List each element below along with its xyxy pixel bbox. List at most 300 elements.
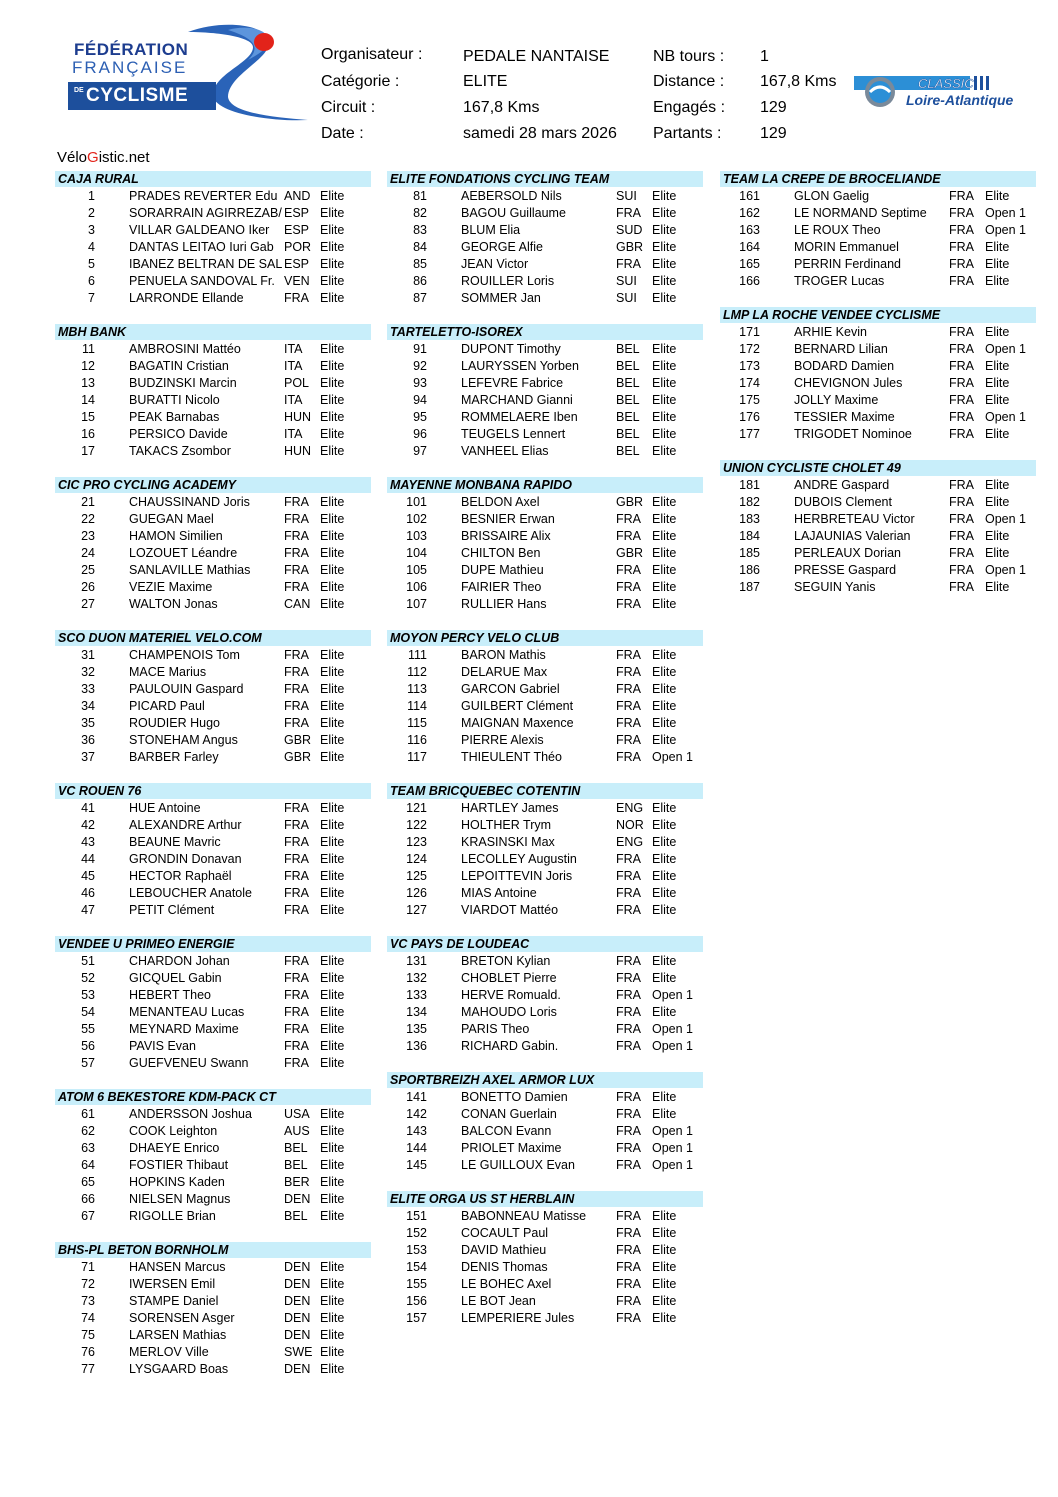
rider-row (55, 681, 371, 698)
rider-number: 184 (739, 529, 760, 543)
rider-name: PRIOLET Maxime (461, 1141, 562, 1155)
rider-category: Elite (320, 546, 345, 560)
rider-category: Elite (320, 750, 345, 764)
rider-row (387, 341, 703, 358)
rider-name: RULLIER Hans (461, 597, 547, 611)
rider-nationality: BEL (284, 1141, 308, 1155)
rider-category: Elite (652, 903, 677, 917)
rider-nationality: FRA (616, 733, 641, 747)
rider-nationality: BEL (616, 444, 640, 458)
rider-number: 65 (81, 1175, 95, 1189)
rider-number: 54 (81, 1005, 95, 1019)
rider-category: Elite (320, 1158, 345, 1172)
rider-row (55, 1259, 371, 1276)
rider-category: Elite (320, 189, 345, 203)
rider-number: 62 (81, 1124, 95, 1138)
rider-number: 114 (407, 699, 427, 713)
rider-row (387, 1089, 703, 1106)
rider-category: Elite (652, 1243, 677, 1257)
rider-nationality: BEL (616, 393, 640, 407)
rider-nationality: ITA (284, 427, 303, 441)
rider-category: Elite (652, 971, 677, 985)
rider-nationality: FRA (949, 478, 974, 492)
info-label-circuit: Circuit : (321, 99, 376, 116)
team-header: MAYENNE MONBANA RAPIDO (387, 477, 703, 493)
rider-name: SOMMER Jan (461, 291, 541, 305)
rider-category: Open 1 (652, 1158, 694, 1172)
rider-name: MACE Marius (129, 665, 207, 679)
rider-row (55, 392, 371, 409)
rider-number: 95 (413, 410, 427, 424)
rider-row (55, 1327, 371, 1344)
rider-category: Elite (320, 376, 345, 390)
rider-number: 165 (739, 257, 760, 271)
rider-number: 23 (81, 529, 95, 543)
rider-name: PIERRE Alexis (461, 733, 544, 747)
rider-number: 133 (406, 988, 427, 1002)
rider-nationality: DEN (284, 1311, 311, 1325)
rider-row (55, 1106, 371, 1123)
rider-number: 76 (81, 1345, 95, 1359)
rider-category: Elite (320, 886, 345, 900)
rider-name: GRONDIN Donavan (129, 852, 242, 866)
rider-nationality: FRA (616, 682, 641, 696)
rider-nationality: GBR (284, 750, 312, 764)
rider-nationality: CAN (284, 597, 311, 611)
rider-nationality: SUI (616, 291, 637, 305)
rider-row (387, 562, 703, 579)
rider-name: STONEHAM Angus (129, 733, 238, 747)
rider-nationality: FRA (949, 325, 974, 339)
rider-row (387, 1242, 703, 1259)
rider-number: 66 (81, 1192, 95, 1206)
rider-category: Elite (320, 648, 345, 662)
rider-category: Elite (652, 240, 677, 254)
rider-name: CHARDON Johan (129, 954, 230, 968)
rider-number: 6 (88, 274, 95, 288)
rider-nationality: FRA (284, 648, 309, 662)
rider-row (55, 562, 371, 579)
rider-name: LYSGAARD Boas (129, 1362, 229, 1376)
rider-category: Elite (320, 1141, 345, 1155)
rider-name: AMBROSINI Mattéo (129, 342, 241, 356)
rider-name: BURATTI Nicolo (129, 393, 220, 407)
rider-row (55, 1123, 371, 1140)
rider-row (387, 290, 703, 307)
rider-row (55, 749, 371, 766)
rider-category: Elite (320, 410, 345, 424)
rider-nationality: FRA (949, 512, 974, 526)
rider-row (387, 273, 703, 290)
rider-row (387, 1004, 703, 1021)
rider-number: 185 (739, 546, 760, 560)
rider-number: 125 (406, 869, 427, 883)
rider-category: Elite (320, 1107, 345, 1121)
rider-row (720, 222, 1036, 239)
rider-name: BABONNEAU Matisse (461, 1209, 587, 1223)
rider-nationality: FRA (284, 852, 309, 866)
rider-row (720, 579, 1036, 596)
rider-row (387, 698, 703, 715)
rider-nationality: FRA (616, 886, 641, 900)
rider-nationality: FRA (284, 988, 309, 1002)
rider-category: Elite (652, 682, 677, 696)
rider-nationality: FRA (616, 257, 641, 271)
rider-row (55, 596, 371, 613)
rider-category: Open 1 (985, 410, 1027, 424)
rider-name: DAVID Mathieu (461, 1243, 547, 1257)
rider-number: 151 (406, 1209, 427, 1223)
rider-row (55, 1055, 371, 1072)
rider-category: Elite (320, 1260, 345, 1274)
rider-nationality: FRA (616, 1090, 641, 1104)
rider-number: 117 (407, 750, 427, 764)
rider-category: Elite (652, 597, 677, 611)
rider-name: RICHARD Gabin. (461, 1039, 559, 1053)
team-header: CIC PRO CYCLING ACADEMY (55, 477, 371, 493)
rider-number: 156 (406, 1294, 427, 1308)
rider-number: 183 (739, 512, 760, 526)
info-label-distance: Distance : (653, 73, 725, 90)
rider-category: Elite (320, 1294, 345, 1308)
rider-nationality: DEN (284, 1260, 311, 1274)
rider-nationality: FRA (284, 580, 309, 594)
rider-row (55, 817, 371, 834)
rider-nationality: FRA (616, 206, 641, 220)
team-header: VENDEE U PRIMEO ENERGIE (55, 936, 371, 952)
rider-category: Elite (320, 580, 345, 594)
rider-number: 45 (81, 869, 95, 883)
rider-number: 81 (413, 189, 427, 203)
classic-logo-line1: CLASSIC (918, 76, 974, 91)
rider-row (55, 698, 371, 715)
rider-category: Elite (320, 1311, 345, 1325)
rider-category: Elite (652, 359, 677, 373)
rider-name: MENANTEAU Lucas (129, 1005, 245, 1019)
rider-row (387, 256, 703, 273)
rider-row (55, 902, 371, 919)
rider-nationality: FRA (949, 580, 974, 594)
rider-name: LECOLLEY Augustin (461, 852, 577, 866)
rider-name: BONETTO Damien (461, 1090, 568, 1104)
rider-nationality: BEL (284, 1209, 308, 1223)
team-header: ATOM 6 BEKESTORE KDM-PACK CT (55, 1089, 371, 1105)
rider-row (387, 1225, 703, 1242)
rider-number: 63 (81, 1141, 95, 1155)
rider-category: Elite (652, 648, 677, 662)
rider-name: BELDON Axel (461, 495, 540, 509)
rider-category: Elite (985, 240, 1010, 254)
rider-row (55, 273, 371, 290)
rider-category: Elite (985, 427, 1010, 441)
rider-number: 53 (81, 988, 95, 1002)
rider-number: 153 (406, 1243, 427, 1257)
rider-number: 104 (406, 546, 427, 560)
rider-name: LEFEVRE Fabrice (461, 376, 564, 390)
rider-nationality: VEN (284, 274, 310, 288)
rider-category: Elite (320, 495, 345, 509)
rider-nationality: FRA (284, 291, 309, 305)
rider-row (55, 375, 371, 392)
rider-number: 123 (406, 835, 427, 849)
rider-number: 71 (81, 1260, 95, 1274)
rider-nationality: FRA (284, 495, 309, 509)
rider-nationality: AND (284, 189, 311, 203)
rider-category: Elite (652, 580, 677, 594)
rider-row (387, 885, 703, 902)
rider-name: BRETON Kylian (461, 954, 551, 968)
rider-row (55, 239, 371, 256)
rider-name: DUPONT Timothy (461, 342, 561, 356)
rider-row (387, 1157, 703, 1174)
rider-number: 186 (739, 563, 760, 577)
classic-loire-atlantique-logo (848, 72, 1028, 112)
rider-name: RIGOLLE Brian (129, 1209, 216, 1223)
rider-name: MAHOUDO Loris (461, 1005, 557, 1019)
rider-category: Elite (652, 512, 677, 526)
rider-nationality: FRA (949, 410, 974, 424)
rider-category: Elite (320, 1192, 345, 1206)
rider-number: 26 (81, 580, 95, 594)
rider-row (55, 987, 371, 1004)
rider-number: 106 (406, 580, 427, 594)
rider-nationality: FRA (616, 1005, 641, 1019)
rider-row (720, 273, 1036, 290)
rider-number: 162 (739, 206, 760, 220)
rider-category: Elite (652, 529, 677, 543)
rider-category: Elite (652, 223, 677, 237)
rider-row (55, 341, 371, 358)
rider-category: Elite (320, 801, 345, 815)
rider-category: Elite (652, 189, 677, 203)
rider-name: ALEXANDRE Arthur (129, 818, 242, 832)
rider-name: LAJAUNIAS Valerian (794, 529, 911, 543)
rider-nationality: FRA (949, 359, 974, 373)
rider-name: DELARUE Max (461, 665, 548, 679)
rider-name: TROGER Lucas (794, 274, 885, 288)
rider-nationality: FRA (284, 529, 309, 543)
rider-category: Elite (652, 852, 677, 866)
rider-name: SORARRAIN AGIRREZAB/ (129, 206, 282, 220)
site-name-highlight: G (87, 149, 99, 166)
rider-row (387, 732, 703, 749)
rider-category: Elite (652, 801, 677, 815)
rider-name: PRESSE Gaspard (794, 563, 897, 577)
rider-name: LEMPERIERE Jules (461, 1311, 575, 1325)
rider-row (55, 732, 371, 749)
rider-name: HOPKINS Kaden (129, 1175, 225, 1189)
rider-name: GICQUEL Gabin (129, 971, 222, 985)
rider-row (387, 409, 703, 426)
rider-nationality: FRA (616, 1124, 641, 1138)
rider-number: 64 (81, 1158, 95, 1172)
rider-category: Elite (652, 1005, 677, 1019)
rider-name: HUE Antoine (129, 801, 201, 815)
info-label-partants: Partants : (653, 125, 722, 142)
team-header: UNION CYCLISTE CHOLET 49 (720, 460, 1036, 476)
classic-logo-line2: Loire-Atlantique (906, 92, 1014, 108)
rider-name: HECTOR Raphaël (129, 869, 232, 883)
rider-name: ARHIE Kevin (794, 325, 867, 339)
rider-name: LE NORMAND Septime (794, 206, 927, 220)
rider-number: 134 (406, 1005, 427, 1019)
rider-name: AEBERSOLD Nils (461, 189, 562, 203)
rider-row (720, 409, 1036, 426)
rider-category: Elite (320, 427, 345, 441)
rider-name: TEUGELS Lennert (461, 427, 566, 441)
rider-row (55, 205, 371, 222)
rider-row (720, 239, 1036, 256)
rider-number: 33 (81, 682, 95, 696)
rider-name: GUEGAN Mael (129, 512, 214, 526)
rider-nationality: FRA (616, 1141, 641, 1155)
rider-category: Elite (652, 410, 677, 424)
rider-number: 52 (81, 971, 95, 985)
rider-name: BARBER Farley (129, 750, 219, 764)
rider-nationality: FRA (616, 1311, 641, 1325)
rider-name: BEAUNE Mavric (129, 835, 221, 849)
rider-nationality: BEL (616, 342, 640, 356)
rider-nationality: FRA (616, 563, 641, 577)
rider-nationality: FRA (616, 1039, 641, 1053)
rider-name: COOK Leighton (129, 1124, 218, 1138)
rider-row (55, 1191, 371, 1208)
rider-name: BLUM Elia (461, 223, 521, 237)
rider-nationality: HUN (284, 444, 312, 458)
rider-row (720, 562, 1036, 579)
rider-number: 102 (406, 512, 427, 526)
rider-nationality: ESP (284, 257, 310, 271)
rider-category: Elite (985, 376, 1010, 390)
rider-name: BALCON Evann (461, 1124, 552, 1138)
rider-nationality: FRA (284, 801, 309, 815)
rider-nationality: DEN (284, 1277, 311, 1291)
rider-number: 177 (739, 427, 760, 441)
rider-category: Elite (652, 1277, 677, 1291)
rider-number: 155 (406, 1277, 427, 1291)
rider-category: Elite (320, 1362, 345, 1376)
rider-category: Elite (652, 886, 677, 900)
rider-row (720, 426, 1036, 443)
rider-name: THIEULENT Théo (461, 750, 562, 764)
rider-name: IWERSEN Emil (129, 1277, 216, 1291)
rider-name: DUBOIS Clement (794, 495, 892, 509)
rider-category: Elite (320, 240, 345, 254)
rider-row (55, 1021, 371, 1038)
rider-row (55, 647, 371, 664)
rider-nationality: FRA (616, 1243, 641, 1257)
rider-number: 144 (406, 1141, 427, 1155)
rider-nationality: FRA (949, 189, 974, 203)
rider-name: HEBERT Theo (129, 988, 211, 1002)
rider-nationality: FRA (616, 903, 641, 917)
rider-number: 75 (81, 1328, 95, 1342)
ffc-logo-line2: FRANÇAISE (72, 58, 188, 77)
rider-number: 55 (81, 1022, 95, 1036)
rider-category: Elite (320, 852, 345, 866)
rider-row (55, 1208, 371, 1225)
rider-category: Elite (652, 835, 677, 849)
team-header: MBH BANK (55, 324, 371, 340)
rider-name: VIARDOT Mattéo (461, 903, 559, 917)
rider-number: 42 (81, 818, 95, 832)
rider-name: PAULOUIN Gaspard (129, 682, 244, 696)
rider-nationality: SWE (284, 1345, 313, 1359)
rider-nationality: FRA (284, 1039, 309, 1053)
rider-row (720, 477, 1036, 494)
rider-nationality: HUN (284, 410, 312, 424)
rider-row (720, 528, 1036, 545)
rider-row (720, 545, 1036, 562)
rider-row (387, 681, 703, 698)
info-label-categorie: Catégorie : (321, 73, 400, 90)
rider-row (387, 834, 703, 851)
rider-category: Elite (320, 291, 345, 305)
rider-number: 21 (81, 495, 95, 509)
rider-category: Elite (320, 665, 345, 679)
rider-number: 92 (413, 359, 427, 373)
rider-number: 34 (81, 699, 95, 713)
rider-category: Open 1 (985, 342, 1027, 356)
rider-row (55, 970, 371, 987)
rider-row (387, 511, 703, 528)
rider-number: 93 (413, 376, 427, 390)
rider-row (55, 868, 371, 885)
rider-category: Open 1 (985, 206, 1027, 220)
rider-nationality: FRA (284, 1005, 309, 1019)
rider-nationality: FRA (949, 223, 974, 237)
rider-row (387, 1259, 703, 1276)
rider-category: Open 1 (652, 750, 694, 764)
rider-category: Elite (985, 257, 1010, 271)
rider-name: LOZOUET Léandre (129, 546, 238, 560)
rider-name: GEORGE Alfie (461, 240, 543, 254)
rider-nationality: FRA (949, 206, 974, 220)
rider-category: Elite (320, 818, 345, 832)
rider-row (387, 358, 703, 375)
rider-number: 13 (81, 376, 95, 390)
rider-number: 51 (81, 954, 95, 968)
rider-nationality: FRA (284, 665, 309, 679)
rider-nationality: FRA (616, 954, 641, 968)
rider-number: 4 (88, 240, 95, 254)
rider-name: LARSEN Mathias (129, 1328, 227, 1342)
rider-name: LE GUILLOUX Evan (461, 1158, 575, 1172)
rider-number: 111 (407, 648, 427, 662)
rider-nationality: FRA (284, 563, 309, 577)
rider-name: PERRIN Ferdinand (794, 257, 901, 271)
rider-nationality: GBR (616, 240, 644, 254)
rider-row (55, 358, 371, 375)
rider-nationality: ESP (284, 206, 310, 220)
ffc-logo-line3: CYCLISME (86, 85, 189, 106)
rider-nationality: FRA (949, 495, 974, 509)
rider-nationality: FRA (616, 1209, 641, 1223)
info-value-engages: 129 (760, 99, 787, 116)
rider-number: 15 (81, 410, 95, 424)
rider-row (55, 579, 371, 596)
rider-number: 5 (88, 257, 95, 271)
rider-nationality: DEN (284, 1328, 311, 1342)
rider-nationality: FRA (284, 886, 309, 900)
info-label-organisateur: Organisateur : (321, 46, 423, 63)
rider-row (387, 987, 703, 1004)
rider-nationality: FRA (284, 546, 309, 560)
rider-row (720, 324, 1036, 341)
rider-category: Elite (320, 512, 345, 526)
rider-number: 32 (81, 665, 95, 679)
rider-name: GARCON Gabriel (461, 682, 560, 696)
